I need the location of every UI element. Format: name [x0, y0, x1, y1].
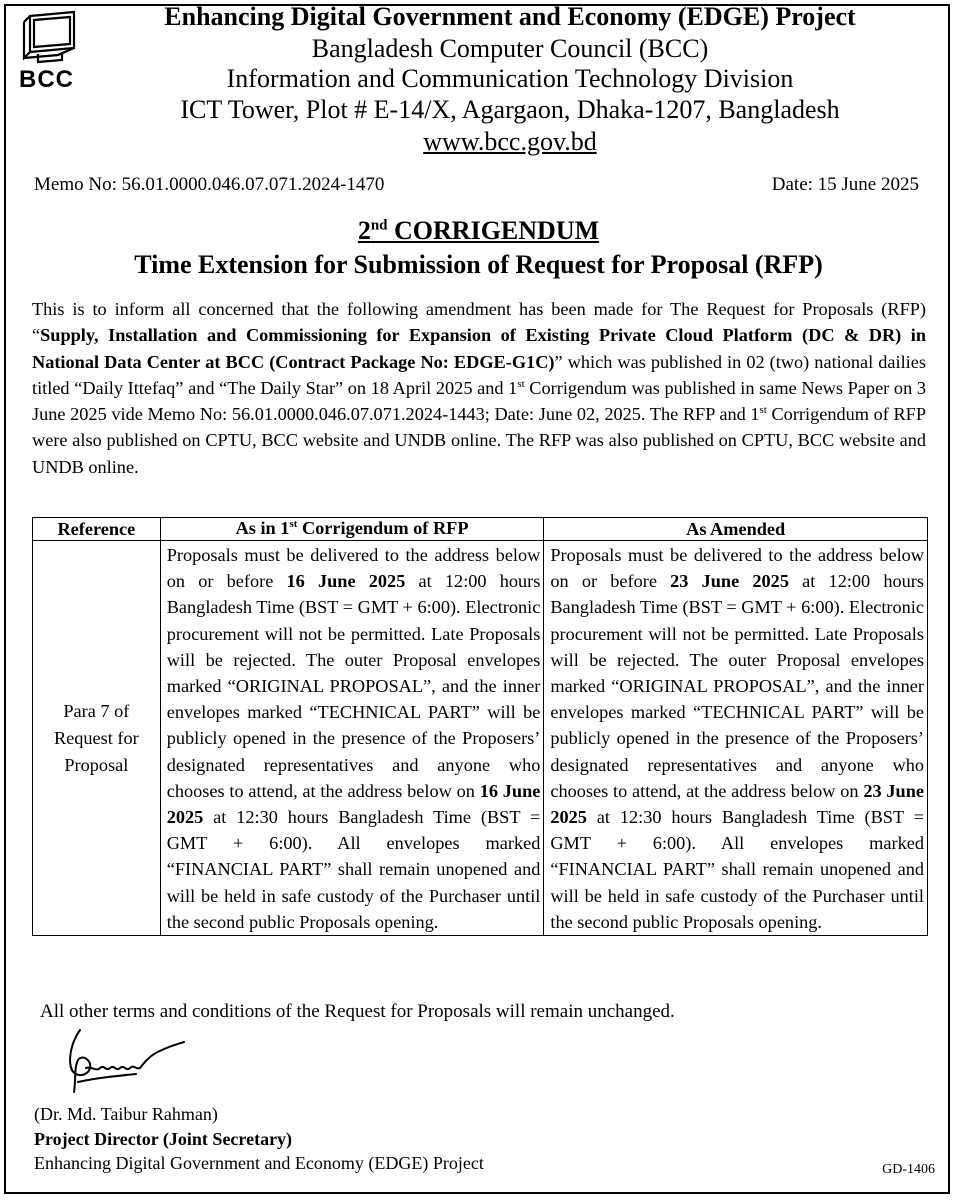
- signatory-project: Enhancing Digital Government and Economy (EDGE) Project: [34, 1153, 484, 1173]
- division-name: Information and Communication Technology Division: [226, 64, 794, 93]
- intro-sup-2: st: [759, 404, 767, 417]
- original-text-2: at 12:00 hours Bangladesh Time (BST = GMT + 6:00). Electronic procurement will not be permitted. Late Proposals will be rejected. The outer Proposal envelopes marked “ORIGINAL PROPOSAL”, and the inner envelopes marked “TECHNICAL PART” will be publicly opened in the presence of the Proposers’ designated representatives and anyone who chooses to attend, at the address below on: [166, 571, 541, 801]
- col-original-header-sup: st: [289, 518, 298, 531]
- col-original-header-text-2: Corrigendum of RFP: [297, 518, 469, 539]
- title-word: CORRIGENDUM: [394, 216, 600, 245]
- signatory-designation: Project Director (Joint Secretary): [34, 1129, 293, 1149]
- original-text-cell: [160, 541, 544, 936]
- document-title: [0, 216, 957, 246]
- col-original-header-text: As in 1: [235, 518, 290, 539]
- original-deadline-date: 16 June 2025: [286, 571, 406, 592]
- intro-sup-1: st: [517, 377, 525, 390]
- table-header-row: [33, 518, 928, 541]
- amended-deadline-date: 23 June 2025: [670, 571, 789, 592]
- amended-opening-date: 23 June 2025: [550, 780, 924, 828]
- reference-cell: Para 7 of Request for Proposal: [33, 541, 161, 936]
- council-name: Bangladesh Computer Council (BCC): [311, 34, 709, 63]
- original-opening-date: 16 June 2025: [166, 780, 541, 828]
- closing-statement: All other terms and conditions of the Request for Proposals will remain unchanged.: [40, 1001, 675, 1022]
- amended-text-1: Proposals must be delivered to the address below on or before: [550, 545, 924, 592]
- office-address: ICT Tower, Plot # E-14/X, Agargaon, Dhaka-1207, Bangladesh: [180, 95, 840, 124]
- bcc-logo-text: BCC: [19, 66, 74, 93]
- amendment-table: [32, 517, 928, 936]
- table-row: [33, 541, 928, 936]
- intro-text-2: ” which was published in 02 (two) national dailies titled “Daily Ittefaq” and “The Daily Star” on 18 April 2025 and 1: [32, 351, 926, 398]
- original-text-3: at 12:30 hours Bangladesh Time (BST = GMT + 6:00). All envelopes marked “FINANCIAL PART” shall remain unopened and will be held in safe custody of the Purchaser until the second public Proposals opening.: [166, 807, 541, 932]
- amended-text-2: at 12:00 hours Bangladesh Time (BST = GMT + 6:00). Electronic procurement will not be permitted. Late Proposals will be rejected. The outer Proposal envelopes marked “ORIGINAL PROPOSAL”, and the inner envelopes marked “TECHNICAL PART” will be publicly opened in the presence of the Proposers’ designated representatives and anyone who chooses to attend, at the address below on: [550, 571, 925, 801]
- title-ordinal: 2: [357, 216, 371, 245]
- amended-text-3: at 12:30 hours Bangladesh Time (BST = GMT + 6:00). All envelopes marked “FINANCIAL PART” shall remain unopened and will be held in safe custody of the Purchaser until the second public Proposals opening.: [550, 807, 924, 932]
- document-subtitle: Time Extension for Submission of Request for Proposal (RFP): [134, 250, 823, 279]
- col-amended-header: As Amended: [544, 518, 928, 541]
- intro-text-4: Corrigendum of RFP were also published on CPTU, BCC website and UNDB online. The RFP was also published on CPTU, BCC website and UNDB online.: [32, 404, 926, 477]
- col-original-header: [160, 518, 544, 541]
- memo-number: Memo No: 56.01.0000.046.07.071.2024-1470: [34, 174, 385, 195]
- signature-image: [66, 1024, 286, 1104]
- signatory-name: (Dr. Md. Taibur Rahman): [34, 1104, 218, 1124]
- footer-code: GD-1406: [882, 1162, 935, 1177]
- col-reference-header: Reference: [33, 518, 161, 541]
- original-text-1: Proposals must be delivered to the address below on or before: [166, 545, 541, 592]
- project-name: Enhancing Digital Government and Economy (EDGE) Project: [164, 2, 856, 31]
- website-link[interactable]: www.bcc.gov.bd: [423, 127, 597, 156]
- memo-date: Date: 15 June 2025: [771, 174, 919, 195]
- title-ordinal-suffix: nd: [370, 217, 388, 234]
- rfp-title: Supply, Installation and Commissioning for Expansion of Existing Private Cloud Platform (DC & DR) in National Data Center at BCC (Contract Package No: EDGE-G1C): [32, 325, 926, 372]
- intro-paragraph: [32, 296, 926, 480]
- amended-text-cell: [544, 541, 928, 936]
- intro-text-1: This is to inform all concerned that the following amendment has been made for The Request for Proposals (RFP) “: [32, 299, 926, 346]
- intro-text-3: Corrigendum was published in same News Paper on 3 June 2025 vide Memo No: 56.01.0000.046.07.071.2024-1443; Date: June 02, 2025. The RFP and 1: [32, 377, 926, 425]
